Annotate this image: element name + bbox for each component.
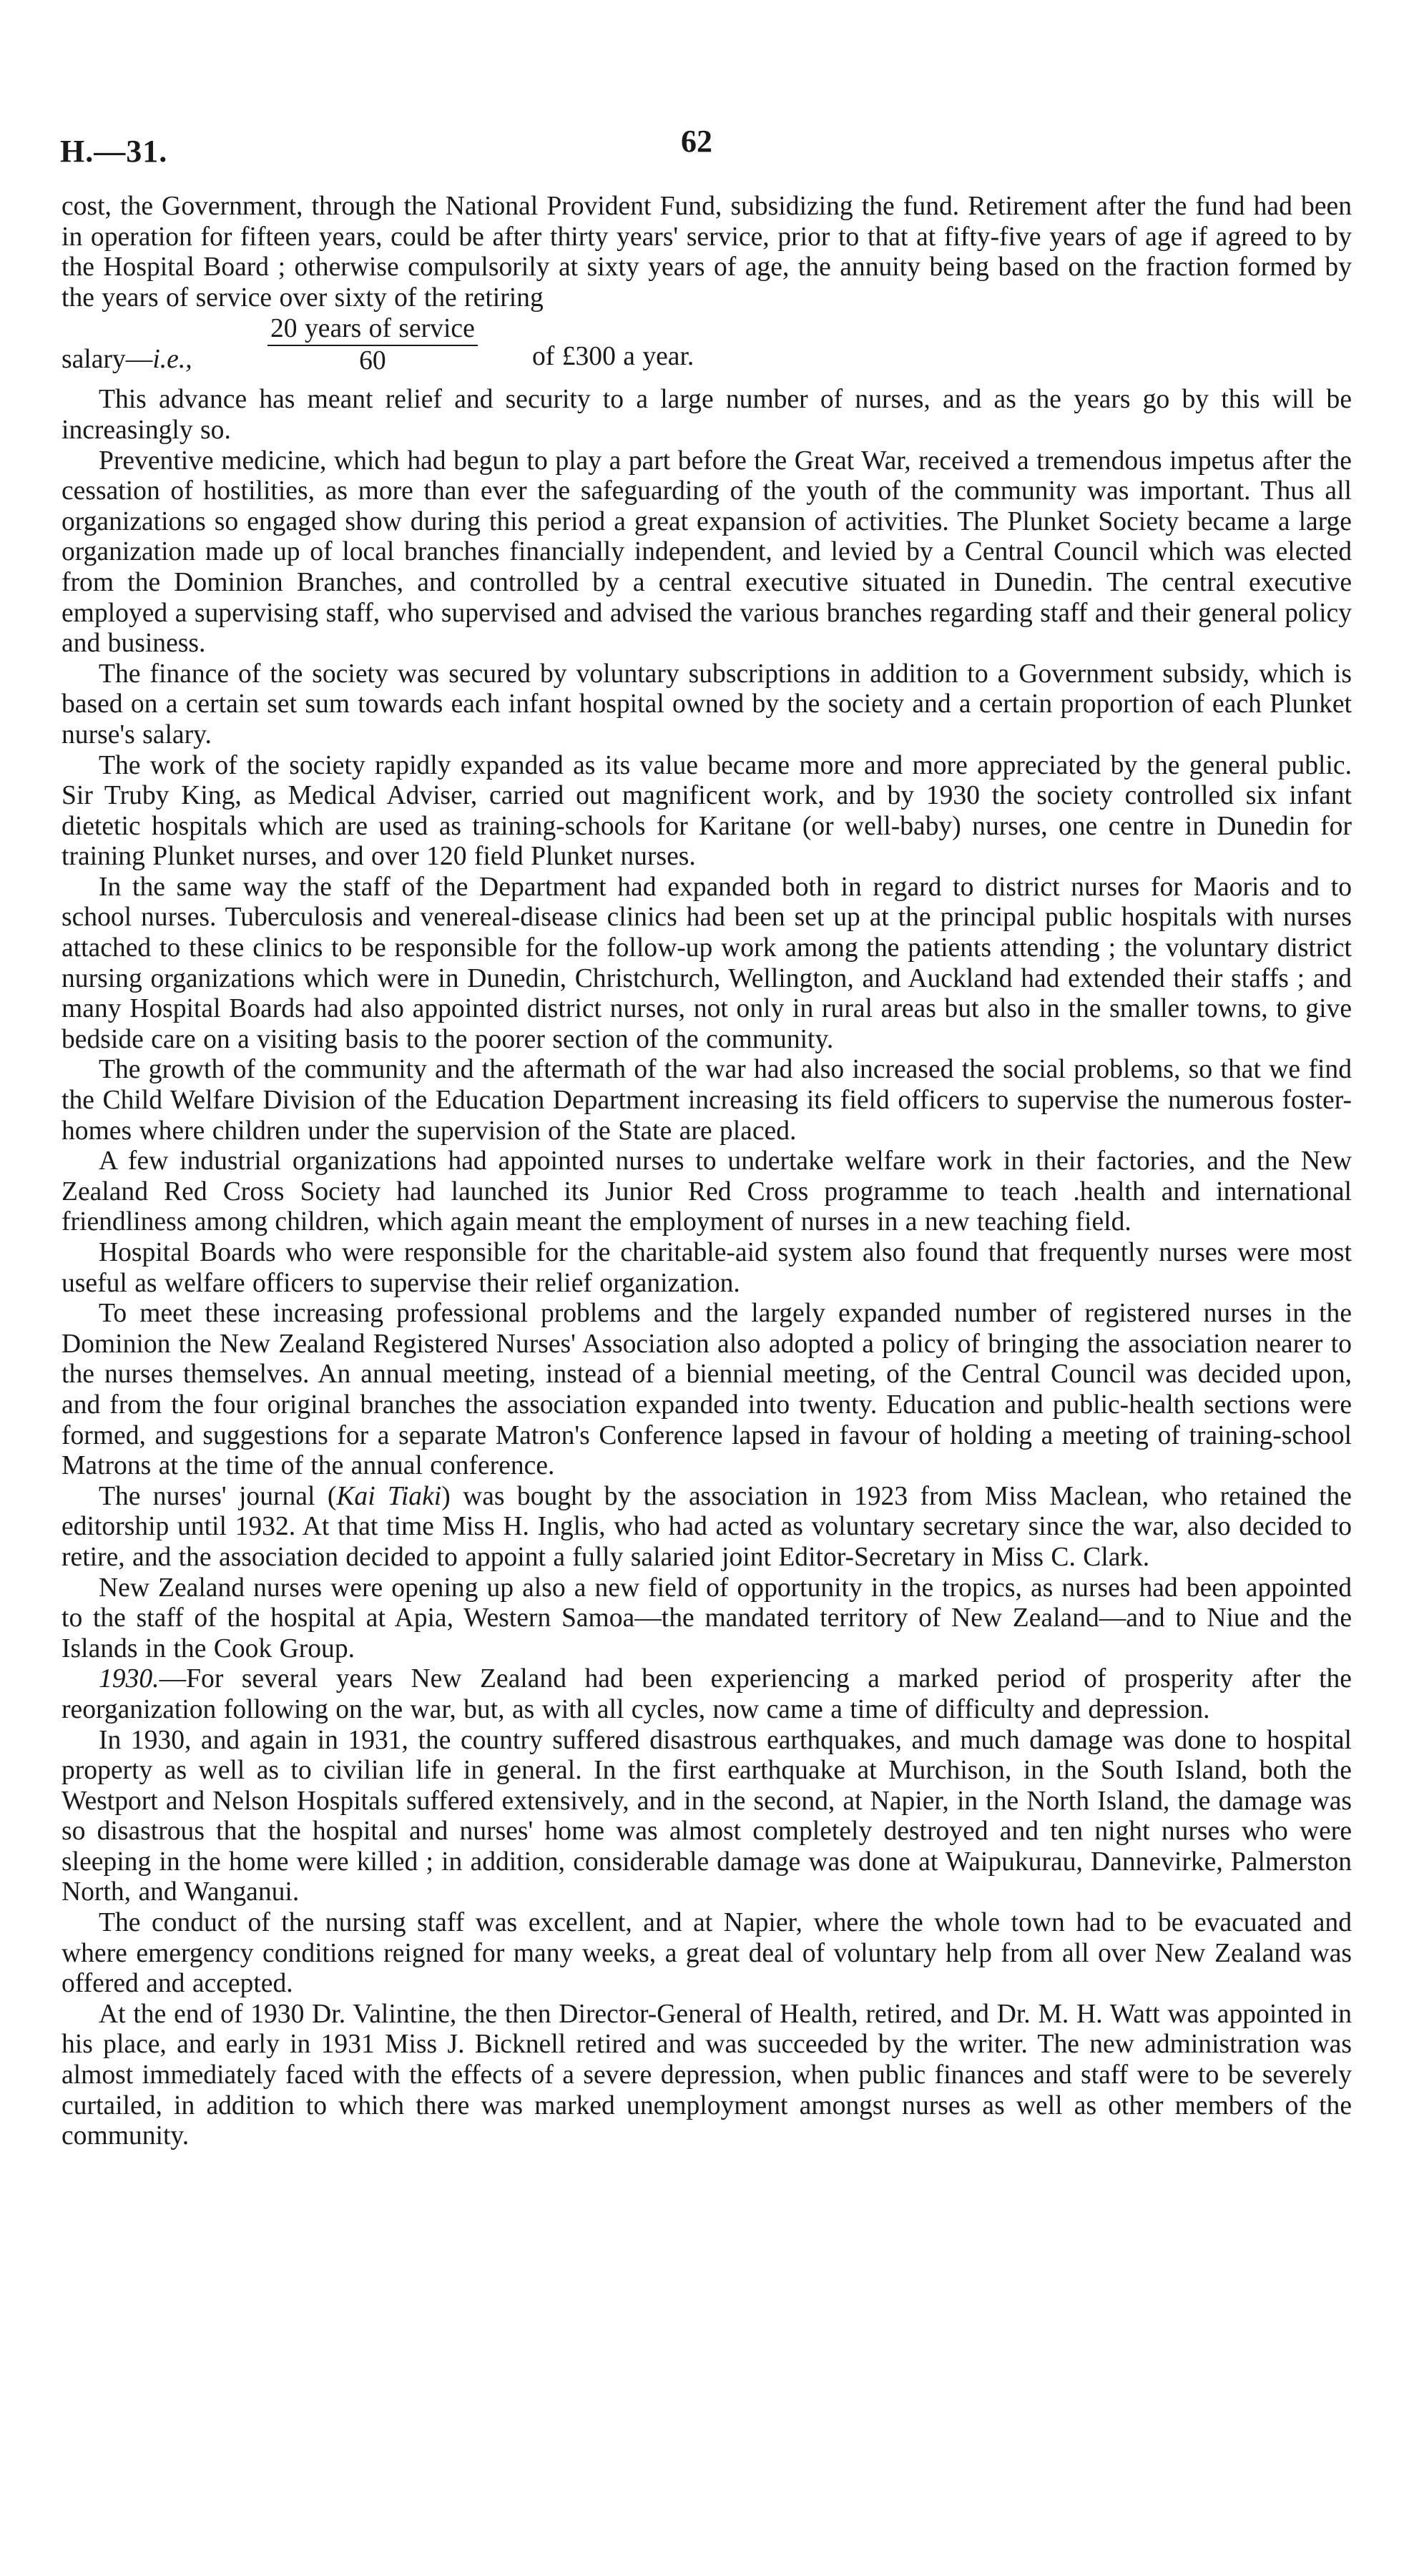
paragraph-15: The conduct of the nursing staff was excellent, and at Napier, where the whole town had to be evacuated and where emergency conditions reigned for many weeks, a great deal of voluntary help from all over New Zealand was offered and accepted. bbox=[62, 1908, 1352, 1999]
paragraph-12: New Zealand nurses were opening up also a new field of opportunity in the tropics, as nurses had been appointed to the staff of the hospital at Apia, Western Samoa—the mandated territory of New Zealand—and to Niue and the Islands in the Cook Group. bbox=[62, 1573, 1352, 1663]
journal-title: Kai Tiaki bbox=[336, 1481, 442, 1511]
paragraph-7: The growth of the community and the aftermath of the war had also increased the social problems, so that we find the Child Welfare Division of the Education Department increasing its field officers to supervise the numerous foster-homes where children under the supervision of the State are placed. bbox=[62, 1055, 1352, 1146]
salary-formula bbox=[62, 313, 1352, 385]
document-reference: H.—31. bbox=[60, 134, 168, 169]
paragraph-2: This advance has meant relief and security to a large number of nurses, and as the years go by this will be increasingly so. bbox=[62, 385, 1352, 445]
paragraph-5: The work of the society rapidly expanded as its value became more and more appreciated by the general public. Sir Truby King, as Medical Adviser, carried out magnificent work, and by 1930 the society controlled six infant dietetic hospitals which are used as training-schools for Karitane (or well-baby) nurses, one centre in Dunedin for training Plunket nurses, and over 120 field Plunket nurses. bbox=[62, 750, 1352, 872]
formula-prefix: salary— bbox=[62, 345, 153, 375]
paragraph-14: In 1930, and again in 1931, the country suffered disastrous earthquakes, and much damage was done to hospital property as well as to civilian life in general. In the first earthquake at Murchison, in the South Island, both the Westport and Nelson Hospitals suffered extensively, and in the second, at Napier, in the North Island, the damage was so disastrous that the hospital and nurses' home was almost completely destroyed and ten night nurses who were sleeping in the home were killed ; in addition, considerable damage was done at Waipukurau, Dannevirke, Palmerston North, and Wanganui. bbox=[62, 1725, 1352, 1907]
paragraph-3: Preventive medicine, which had begun to play a part before the Great War, received a tremendous impetus after the cessation of hostilities, as more than ever the safeguarding of the youth of the community was important. Thus all organizations so engaged show during this period a great expansion of activities. The Plunket Society became a large organization made up of local branches financially independent, and levied by a Central Council which was elected from the Dominion Branches, and controlled by a central executive situated in Dunedin. The central executive employed a supervising staff, who supervised and advised the various branches regarding staff and their general policy and business. bbox=[62, 446, 1352, 659]
paragraph-1: cost, the Government, through the National Provident Fund, subsidizing the fund. Retirement after the fund had been in operation for fifteen years, could be after thirty years' service, prior to that at fifty-five years of age if agreed to by the Hospital Board ; otherwise compulsorily at sixty years of age, the annuity being based on the fraction formed by the years of service over sixty of the retiring bbox=[62, 192, 1352, 313]
body-text bbox=[62, 192, 1352, 2152]
formula-denominator: 60 bbox=[359, 346, 386, 376]
paragraph-13: 1930.—For several years New Zealand had been experiencing a marked period of prosperity after the reorganization following on the war, but, as with all cycles, now came a time of difficulty and depression. bbox=[62, 1664, 1352, 1724]
paragraph-11: The nurses' journal (Kai Tiaki) was bought by the association in 1923 from Miss Maclean, who retained the editorship until 1932. At that time Miss H. Inglis, who had acted as voluntary secretary since the war, also decided to retire, and the association decided to appoint a fully salaried joint Editor-Secretary in Miss C. Clark. bbox=[62, 1481, 1352, 1572]
paragraph-4: The finance of the society was secured by voluntary subscriptions in addition to a Government subsidy, which is based on a certain set sum towards each infant hospital owned by the society and a certain proportion of each Plunket nurse's salary. bbox=[62, 659, 1352, 749]
formula-fraction bbox=[267, 313, 478, 376]
year-heading: 1930. bbox=[99, 1664, 159, 1694]
paragraph-10: To meet these increasing professional problems and the largely expanded number of registered nurses in the Dominion the New Zealand Registered Nurses' Association also adopted a policy of bringing the association nearer to the nurses themselves. An annual meeting, instead of a biennial meeting, of the Central Council was decided upon, and from the four original branches the association expanded into twenty. Education and public-health sections were formed, and suggestions for a separate Matron's Conference lapsed in favour of holding a meeting of training-school Matrons at the time of the annual conference. bbox=[62, 1299, 1352, 1481]
paragraph-9: Hospital Boards who were responsible for the charitable-aid system also found that frequently nurses were most useful as welfare officers to supervise their relief organization. bbox=[62, 1238, 1352, 1298]
page-number: 62 bbox=[681, 124, 712, 159]
formula-ie: i.e., bbox=[152, 345, 192, 375]
formula-suffix: of £300 a year. bbox=[532, 342, 694, 372]
paragraph-16: At the end of 1930 Dr. Valintine, the then Director-General of Health, retired, and Dr. M. H. Watt was appointed in his place, and early in 1931 Miss J. Bicknell retired and was succeeded by the writer. The new administration was almost immediately faced with the effects of a severe depression, when public finances and staff were to be severely curtailed, in addition to which there was marked unemployment amongst nurses as well as other members of the community. bbox=[62, 1999, 1352, 2151]
paragraph-6: In the same way the staff of the Department had expanded both in regard to district nurses for Maoris and to school nurses. Tuberculosis and venereal-disease clinics had been set up at the principal public hospitals with nurses attached to these clinics to be responsible for the follow-up work among the patients attending ; the voluntary district nursing organizations which were in Dunedin, Christchurch, Wellington, and Auckland had extended their staffs ; and many Hospital Boards had also appointed district nurses, not only in rural areas but also in the smaller towns, to give bedside care on a visiting basis to the poorer section of the community. bbox=[62, 872, 1352, 1054]
paragraph-8: A few industrial organizations had appointed nurses to undertake welfare work in their factories, and the New Zealand Red Cross Society had launched its Junior Red Cross programme to teach .health and international friendliness among children, which again meant the employment of nurses in a new teaching field. bbox=[62, 1146, 1352, 1237]
formula-numerator: 20 years of service bbox=[267, 313, 478, 346]
